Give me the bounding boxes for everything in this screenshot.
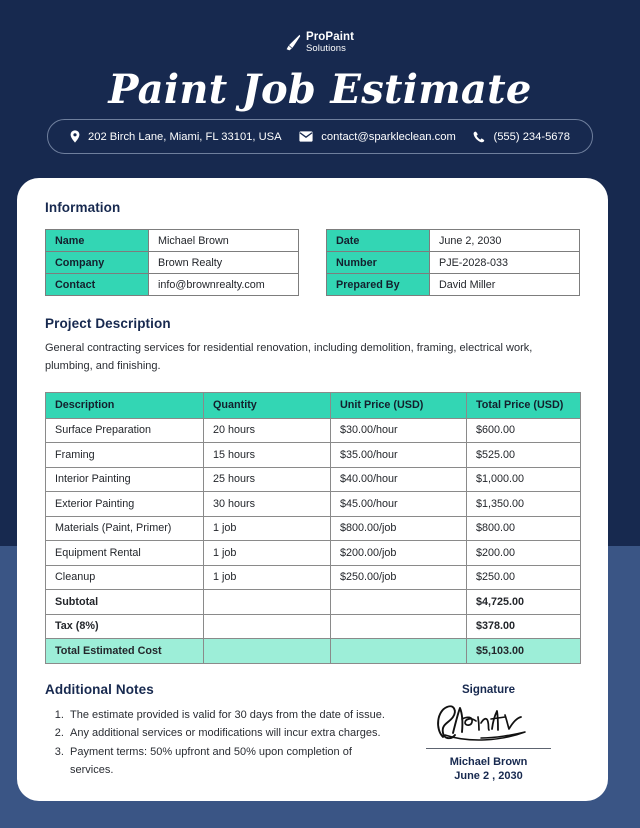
table-row [46, 274, 299, 296]
brand-name: ProPaint [305, 31, 355, 43]
item-description: Exterior Painting [46, 492, 204, 517]
information-table-right [326, 229, 580, 296]
table-row [46, 443, 581, 468]
item-unit-price: $45.00/hour [331, 492, 467, 517]
item-description: Materials (Paint, Primer) [46, 516, 204, 541]
additional-notes [45, 682, 397, 784]
list-item: 3. Payment terms: 50% upfront and 50% upon completion of services. [67, 744, 397, 780]
item-quantity: 25 hours [204, 467, 331, 492]
contact-email[interactable] [299, 131, 455, 143]
handwritten-signature-icon [429, 699, 549, 745]
signature-heading: Signature [461, 683, 516, 696]
info-label-date: Date [327, 230, 430, 252]
info-value-number: PJE-2028-033 [430, 252, 580, 274]
info-label-company: Company [46, 252, 149, 274]
item-quantity: 1 job [204, 516, 331, 541]
item-description: Framing [46, 443, 204, 468]
paintbrush-icon [286, 34, 301, 51]
grand-total-unit-price [331, 639, 467, 664]
tax-unit-price [331, 614, 467, 639]
list-item: 1. The estimate provided is valid for 30 days from the date of issue. [67, 707, 397, 725]
information-tables [45, 229, 580, 296]
subtotal-label: Subtotal [46, 590, 204, 615]
column-header-description: Description [46, 392, 204, 418]
notes-heading: Additional Notes [45, 681, 154, 697]
item-unit-price: $800.00/job [331, 516, 467, 541]
item-quantity: 30 hours [204, 492, 331, 517]
list-item: 2. Any additional services or modifications will incur extra charges. [67, 725, 397, 743]
grand-total-label: Total Estimated Cost [46, 639, 204, 664]
line-items-table [45, 392, 581, 664]
contact-address-text: 202 Birch Lane, Miami, FL 33101, USA [88, 130, 282, 143]
description-text: General contracting services for residential renovation, including demolition, framing, electrical work, plumbing, and finishing. [45, 342, 533, 372]
info-value-contact: info@brownrealty.com [149, 274, 299, 296]
info-label-prepared-by: Prepared By [327, 274, 430, 296]
table-row [46, 541, 581, 566]
document-card [17, 178, 608, 801]
item-quantity: 20 hours [204, 418, 331, 443]
item-total-price: $600.00 [467, 418, 581, 443]
table-row [327, 230, 580, 252]
table-row [46, 418, 581, 443]
info-value-date: June 2, 2030 [430, 230, 580, 252]
item-unit-price: $250.00/job [331, 565, 467, 590]
table-row [46, 467, 581, 492]
item-description: Surface Preparation [46, 418, 204, 443]
column-header-quantity: Quantity [204, 392, 331, 418]
item-unit-price: $30.00/hour [331, 418, 467, 443]
signature-block [397, 682, 580, 784]
table-row [46, 516, 581, 541]
item-unit-price: $40.00/hour [331, 467, 467, 492]
description-heading: Project Description [45, 316, 171, 331]
item-quantity: 1 job [204, 541, 331, 566]
tax-amount: $378.00 [467, 614, 581, 639]
grand-total-row [46, 639, 581, 664]
info-value-prepared-by: David Miller [430, 274, 580, 296]
document-header [0, 0, 640, 143]
column-header-total-price: Total Price (USD) [467, 392, 581, 418]
phone-icon [473, 131, 485, 143]
grand-total-amount: $5,103.00 [467, 639, 581, 664]
item-description: Equipment Rental [46, 541, 204, 566]
info-label-number: Number [327, 252, 430, 274]
table-row [327, 274, 580, 296]
item-quantity: 1 job [204, 565, 331, 590]
subtotal-quantity [204, 590, 331, 615]
signature-name: Michael Brown [449, 755, 528, 768]
item-total-price: $200.00 [467, 541, 581, 566]
envelope-icon [299, 131, 313, 142]
column-header-unit-price: Unit Price (USD) [331, 392, 467, 418]
brand-subtitle: Solutions [305, 42, 346, 54]
signature-date: June 2 , 2030 [454, 770, 523, 783]
subtotal-amount: $4,725.00 [467, 590, 581, 615]
contact-email-text: contact@sparkleclean.com [321, 130, 456, 143]
info-value-company: Brown Realty [149, 252, 299, 274]
item-unit-price: $35.00/hour [331, 443, 467, 468]
brand-logo [0, 0, 640, 53]
table-row [46, 565, 581, 590]
grand-total-quantity [204, 639, 331, 664]
footer-area [45, 682, 580, 784]
info-value-name: Michael Brown [149, 230, 299, 252]
signature-rule [426, 748, 551, 749]
item-total-price: $800.00 [467, 516, 581, 541]
page-title: Paint Job Estimate [108, 66, 532, 114]
table-row [46, 230, 299, 252]
tax-quantity [204, 614, 331, 639]
info-label-contact: Contact [46, 274, 149, 296]
tax-row [46, 614, 581, 639]
notes-list [45, 707, 397, 780]
information-heading: Information [45, 200, 121, 215]
contact-address[interactable] [70, 130, 282, 143]
location-pin-icon [70, 130, 80, 143]
table-row [46, 492, 581, 517]
information-table-left [45, 229, 299, 296]
item-total-price: $525.00 [467, 443, 581, 468]
contact-phone[interactable] [473, 131, 570, 143]
tax-label: Tax (8%) [46, 614, 204, 639]
table-row [327, 252, 580, 274]
item-total-price: $1,350.00 [467, 492, 581, 517]
item-description: Interior Painting [46, 467, 204, 492]
subtotal-row [46, 590, 581, 615]
item-quantity: 15 hours [204, 443, 331, 468]
item-total-price: $250.00 [467, 565, 581, 590]
contact-bar [47, 119, 593, 154]
table-row [46, 252, 299, 274]
contact-phone-text: (555) 234-5678 [493, 130, 570, 143]
info-label-name: Name [46, 230, 149, 252]
table-header-row [46, 392, 581, 418]
subtotal-unit-price [331, 590, 467, 615]
signature-mark [397, 696, 580, 748]
item-description: Cleanup [46, 565, 204, 590]
item-total-price: $1,000.00 [467, 467, 581, 492]
item-unit-price: $200.00/job [331, 541, 467, 566]
